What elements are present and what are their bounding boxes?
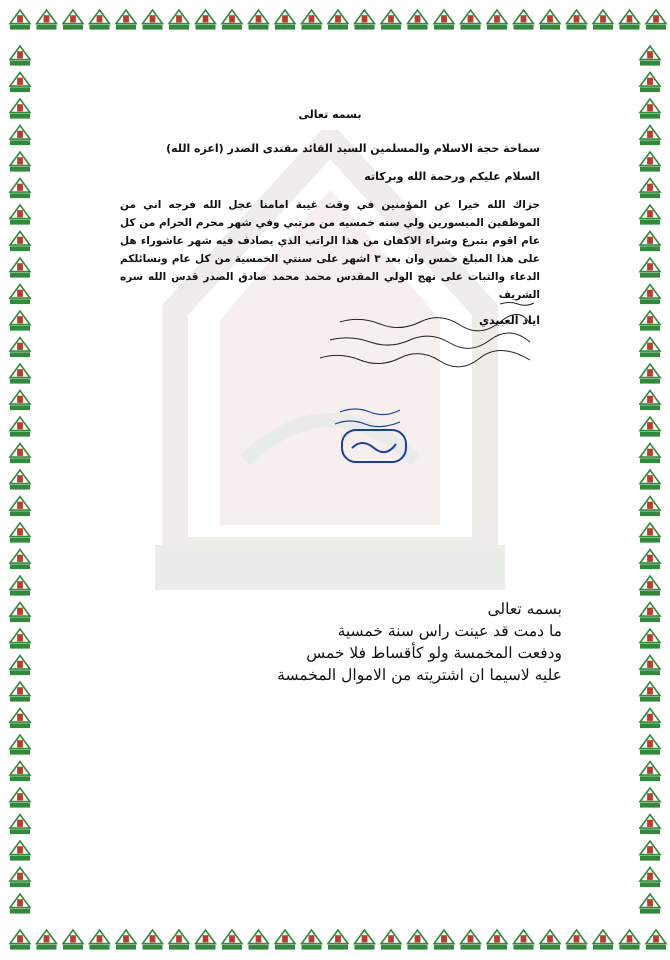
border-motif [514,10,534,30]
border-motif [10,470,30,490]
border-motif [37,10,57,30]
letter-title: بسمه تعالى [298,108,362,121]
border-motif [461,10,481,30]
border-motif [640,788,660,808]
border-motif [646,930,666,950]
border-motif [640,46,660,66]
decorative-border-right [630,40,670,920]
border-motif [646,10,666,30]
border-motif [10,930,30,950]
border-motif [640,656,660,676]
border-motif [640,841,660,861]
border-motif [640,735,660,755]
border-motif [10,709,30,729]
border-motif [10,444,30,464]
border-motif [434,10,454,30]
border-motif [116,930,136,950]
border-motif [143,10,163,30]
border-motif [10,868,30,888]
border-motif [408,10,428,30]
border-motif [143,930,163,950]
border-motif [640,232,660,252]
border-motif [640,576,660,596]
border-motif [640,99,660,119]
handwritten-answer-scribble [300,298,560,368]
border-motif [10,10,30,30]
office-seal-stamp [340,428,408,464]
border-motif [640,364,660,384]
border-motif [10,762,30,782]
border-motif [461,930,481,950]
border-motif [10,179,30,199]
border-motif [540,930,560,950]
border-motif [514,930,534,950]
border-motif [640,762,660,782]
border-motif [10,841,30,861]
border-motif [540,10,560,30]
border-motif [63,10,83,30]
border-motif [10,550,30,570]
border-motif [640,709,660,729]
border-motif [90,10,110,30]
border-motif [275,10,295,30]
border-motif [640,815,660,835]
border-motif [10,523,30,543]
border-motif [381,10,401,30]
border-motif [37,930,57,950]
decorative-border-bottom [0,920,670,960]
decorative-border-left [0,40,40,920]
border-motif [10,894,30,914]
border-motif [116,10,136,30]
border-motif [10,99,30,119]
border-motif [169,10,189,30]
border-motif [10,682,30,702]
border-motif [10,603,30,623]
border-motif [10,152,30,172]
border-motif [275,930,295,950]
border-motif [10,576,30,596]
border-motif [640,470,660,490]
typed-answer-line: بسمه تعالى [487,600,562,618]
border-motif [10,311,30,331]
border-motif [487,930,507,950]
border-motif [640,205,660,225]
border-motif [640,258,660,278]
letter-addressee: سماحة حجة الاسلام والمسلمين السيد القائد مقتدى الصدر (اعزه الله) [166,142,540,155]
border-motif [640,152,660,172]
typed-answer-line: ودفعت المخمسة ولو كأقساط فلا خمس [306,644,562,662]
border-motif [640,523,660,543]
border-motif [640,603,660,623]
border-motif [90,930,110,950]
border-motif [640,126,660,146]
border-motif [640,417,660,437]
typed-answer-line: عليه لاسيما ان اشتريته من الاموال المخمسة [277,666,562,684]
border-motif [10,364,30,384]
letter-body: جزاك الله خيرا عن المؤمنين في وقت غيبة امامنا عجل الله فرجه اني من الموظفين الميسورين ولي سنه خمسيه من مرتبي وفي شهر محرم الحرام من كل عام اقوم بتبرع وشراء الاكفان من هذا الراتب الذي يصادف فيه شهر عاشوراء هل على هذا المبلغ خمس وان بعد ٣ اشهر على سنتي الخمسية من كل عام ونسائلكم الدعاء والثبات على نهج الولي المقدس محمد محمد صادق الصدر قدس الله سره الشريف [120,199,540,301]
border-motif [640,338,660,358]
border-motif [640,682,660,702]
border-motif [10,417,30,437]
border-motif [196,930,216,950]
typed-answer [242,598,562,686]
border-motif [355,930,375,950]
border-motif [10,788,30,808]
border-motif [302,10,322,30]
border-motif [434,930,454,950]
border-motif [10,285,30,305]
border-motif [640,894,660,914]
border-motif [10,338,30,358]
border-motif [620,930,640,950]
border-motif [10,656,30,676]
border-motif [10,126,30,146]
border-motif [10,73,30,93]
border-motif [328,10,348,30]
border-motif [63,930,83,950]
border-motif [408,930,428,950]
letter-signature: اياد العبيدي [478,314,540,327]
border-motif [640,73,660,93]
border-motif [640,179,660,199]
border-motif [10,497,30,517]
border-motif [10,205,30,225]
border-motif [222,10,242,30]
border-motif [640,285,660,305]
border-motif [640,868,660,888]
border-motif [640,550,660,570]
border-motif [640,391,660,411]
border-motif [593,10,613,30]
border-motif [640,311,660,331]
border-motif [222,930,242,950]
decorative-border-top [0,0,670,40]
border-motif [487,10,507,30]
border-motif [10,735,30,755]
border-motif [640,497,660,517]
border-motif [249,10,269,30]
border-motif [640,629,660,649]
border-motif [169,930,189,950]
border-motif [10,232,30,252]
border-motif [10,46,30,66]
border-motif [10,391,30,411]
border-motif [10,629,30,649]
border-motif [567,930,587,950]
border-motif [381,930,401,950]
border-motif [593,930,613,950]
border-motif [10,815,30,835]
border-motif [355,10,375,30]
border-motif [640,444,660,464]
border-motif [567,10,587,30]
typed-answer-line: ما دمت قد عينت راس سنة خمسية [337,622,562,640]
border-motif [302,930,322,950]
letter-greeting: السلام عليكم ورحمة الله وبركاته [364,170,540,183]
border-motif [328,930,348,950]
border-motif [196,10,216,30]
border-motif [10,258,30,278]
border-motif [249,930,269,950]
border-motif [620,10,640,30]
